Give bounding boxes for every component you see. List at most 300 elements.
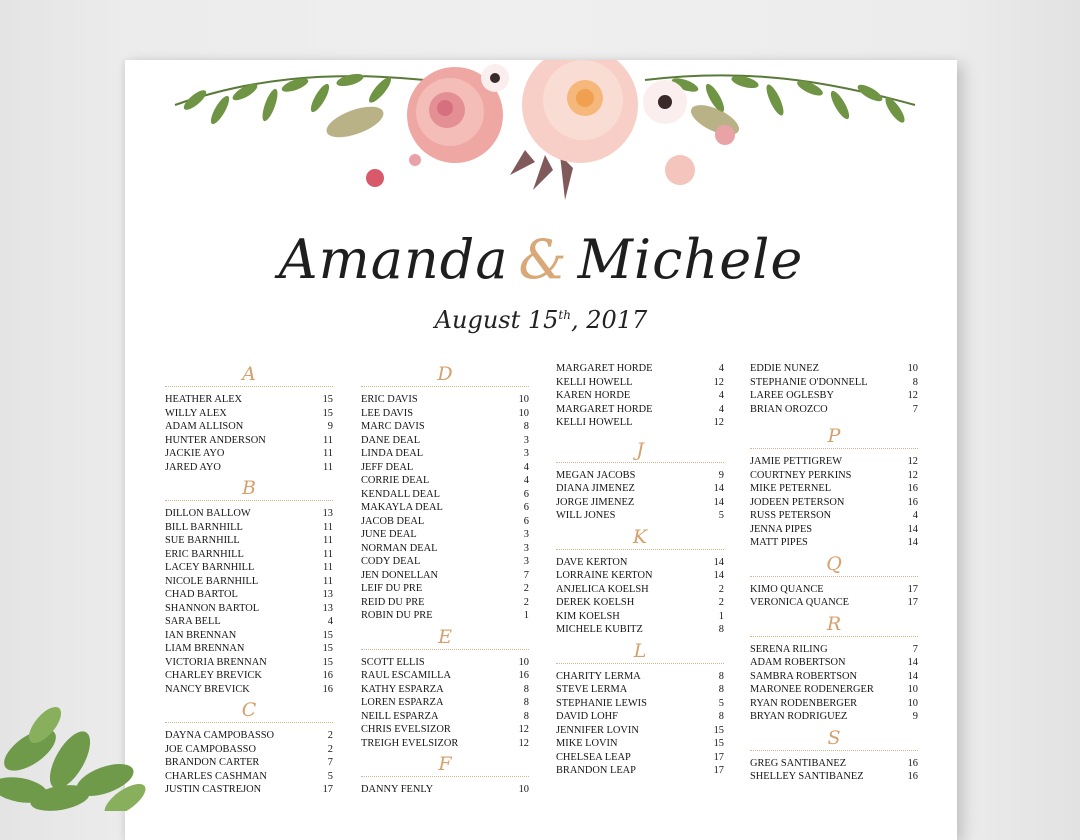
letter-section [750, 362, 918, 416]
section-letter: S [827, 726, 841, 749]
guest-name: ADAM ALLISON [165, 421, 244, 432]
guest-row [165, 420, 333, 434]
guest-row [750, 770, 918, 784]
table-number: 10 [907, 363, 918, 374]
table-number: 9 [912, 711, 918, 722]
guest-name: CORRIE DEAL [361, 475, 430, 486]
table-number: 2 [718, 597, 724, 608]
guest-row [750, 482, 918, 496]
guest-name: BRIAN OROZCO [750, 403, 828, 415]
guest-name: WILLY ALEX [165, 407, 227, 419]
guest-row [165, 561, 333, 575]
dotted-divider [361, 649, 529, 650]
table-number: 14 [713, 483, 724, 494]
dotted-divider [750, 576, 918, 577]
table-number: 5 [718, 697, 724, 709]
guest-row [165, 548, 333, 562]
guest-row [361, 528, 529, 542]
guest-row [556, 764, 724, 778]
guest-row [750, 509, 918, 523]
letter-section [750, 726, 918, 784]
section-letter: B [242, 477, 256, 499]
table-number: 3 [523, 542, 529, 554]
guest-name: SHANNON BARTOL [165, 602, 260, 614]
guest-name: ANJELICA KOELSH [556, 583, 649, 595]
guest-name: CHARITY LERMA [556, 670, 641, 682]
guest-row [750, 670, 918, 684]
dotted-divider [361, 776, 529, 777]
guest-name: TREIGH EVELSIZOR [361, 737, 459, 749]
guest-name: DANE DEAL [361, 434, 421, 446]
section-letter: Q [826, 552, 842, 575]
guest-name: IAN BRENNAN [165, 629, 237, 641]
guest-name: LAREE OGLESBY [750, 390, 834, 401]
guest-column-3 [556, 362, 724, 780]
table-number: 9 [718, 469, 724, 481]
wedding-date [125, 306, 957, 334]
section-letter: C [241, 699, 257, 721]
guest-row [165, 756, 333, 770]
guest-name: JORGE JIMENEZ [556, 496, 635, 508]
dotted-divider [165, 386, 333, 387]
guest-name: ROBIN DU PRE [361, 610, 433, 621]
table-number: 7 [912, 643, 918, 655]
date-suffix: th [558, 308, 571, 322]
guest-column-1 [165, 362, 333, 799]
table-number: 7 [523, 569, 529, 581]
guest-name: NICOLE BARNHILL [165, 575, 259, 587]
table-number: 6 [523, 502, 529, 513]
section-letter: L [633, 639, 647, 662]
guest-name: GREG SANTIBANEZ [750, 757, 847, 769]
guest-name: JACOB DEAL [361, 515, 425, 527]
guest-row [750, 362, 918, 376]
guest-name: LINDA DEAL [361, 448, 424, 459]
guest-row [165, 615, 333, 629]
table-number: 10 [907, 697, 918, 709]
guest-row [361, 555, 529, 569]
guest-row [556, 509, 724, 523]
guest-name: EDDIE NUNEZ [750, 363, 819, 374]
guest-name: STEPHANIE LEWIS [556, 697, 647, 709]
guest-row [750, 523, 918, 537]
table-number: 16 [518, 670, 529, 681]
guest-name: MIKE LOVIN [556, 738, 618, 749]
guest-row [556, 469, 724, 483]
guest-row [556, 623, 724, 637]
guest-name: MARGARET HORDE [556, 403, 653, 415]
guest-row [165, 783, 333, 797]
guest-row [556, 496, 724, 510]
guest-row [361, 474, 529, 488]
name-left: Amanda [278, 228, 509, 291]
letter-section [556, 362, 724, 430]
table-number: 12 [713, 376, 724, 388]
guest-row [556, 724, 724, 738]
guest-name: DILLON BALLOW [165, 508, 251, 519]
guest-name: JEFF DEAL [361, 461, 414, 473]
table-number: 17 [907, 583, 918, 595]
guest-name: SCOTT ELLIS [361, 656, 425, 668]
guest-name: BRANDON CARTER [165, 757, 260, 768]
guest-name: DEREK KOELSH [556, 597, 635, 608]
guest-name: LEIF DU PRE [361, 583, 423, 594]
guest-name: JAMIE PETTIGREW [750, 456, 843, 467]
guest-row [556, 376, 724, 390]
guest-row [165, 602, 333, 616]
guest-name: DAVID LOHF [556, 711, 618, 722]
guest-row [750, 496, 918, 510]
table-number: 11 [322, 448, 333, 459]
guest-name: MATT PIPES [750, 537, 808, 548]
guest-row [556, 416, 724, 430]
table-number: 12 [713, 417, 724, 428]
guest-row [361, 569, 529, 583]
guest-row [361, 420, 529, 434]
table-number: 10 [907, 684, 918, 695]
guest-row [361, 710, 529, 724]
guest-row [361, 501, 529, 515]
guest-name: MARGARET HORDE [556, 363, 653, 374]
guest-name: DANNY FENLY [361, 784, 434, 795]
table-number: 1 [718, 610, 724, 622]
guest-name: JODEEN PETERSON [750, 496, 845, 508]
table-number: 8 [718, 624, 724, 635]
guest-row [361, 582, 529, 596]
guest-name: CHARLEY BREVICK [165, 670, 262, 681]
guest-row [361, 609, 529, 623]
guest-row [750, 389, 918, 403]
guest-row [750, 536, 918, 550]
guest-row [750, 376, 918, 390]
table-number: 8 [718, 670, 724, 682]
section-letter: R [826, 612, 842, 635]
table-number: 11 [322, 575, 333, 587]
guest-row [750, 403, 918, 417]
table-number: 5 [718, 510, 724, 521]
guest-row [361, 542, 529, 556]
table-number: 14 [907, 670, 918, 682]
guest-row [361, 737, 529, 751]
table-number: 14 [907, 657, 918, 668]
table-number: 4 [523, 475, 529, 486]
table-number: 4 [718, 403, 724, 415]
guest-name: JEN DONELLAN [361, 569, 439, 581]
guest-name: STEPHANIE O'DONNELL [750, 376, 868, 388]
section-letter: A [242, 363, 256, 385]
guest-name: MEGAN JACOBS [556, 469, 636, 481]
table-number: 4 [718, 363, 724, 374]
guest-name: LOREN ESPARZA [361, 697, 444, 708]
guest-name: RYAN RODENBERGER [750, 697, 858, 709]
guest-name: SERENA RILING [750, 643, 828, 655]
guest-row [556, 670, 724, 684]
guest-row [556, 610, 724, 624]
guest-row [361, 488, 529, 502]
table-number: 7 [327, 757, 333, 768]
dotted-divider [556, 462, 724, 463]
guest-row [556, 710, 724, 724]
guest-name: JUSTIN CASTREJON [165, 784, 262, 795]
guest-row [165, 534, 333, 548]
table-number: 16 [322, 670, 333, 681]
table-number: 15 [322, 656, 333, 668]
guest-name: ADAM ROBERTSON [750, 657, 846, 668]
guest-name: COURTNEY PERKINS [750, 469, 852, 481]
guest-name: SAMBRA ROBERTSON [750, 670, 858, 682]
guest-name: LORRAINE KERTON [556, 570, 653, 581]
guest-name: CHARLES CASHMAN [165, 770, 267, 782]
guest-row [361, 656, 529, 670]
guest-row [556, 683, 724, 697]
table-number: 12 [518, 724, 529, 735]
guest-row [750, 710, 918, 724]
guest-name: KIMO QUANCE [750, 583, 824, 595]
floral-bouquet-illustration [125, 60, 957, 220]
letter-section [361, 625, 529, 751]
guest-row [165, 729, 333, 743]
table-number: 3 [523, 448, 529, 459]
guest-name: JACKIE AYO [165, 448, 225, 459]
table-number: 14 [713, 496, 724, 508]
guest-row [361, 723, 529, 737]
table-number: 13 [322, 602, 333, 614]
section-letter: J [636, 438, 644, 461]
guest-name: MICHELE KUBITZ [556, 624, 643, 635]
guest-name: NEILL ESPARZA [361, 710, 439, 722]
date-main: August 15 [434, 306, 559, 334]
guest-row [361, 696, 529, 710]
table-number: 1 [523, 610, 529, 621]
guest-name: JENNA PIPES [750, 523, 813, 535]
guest-name: LEE DAVIS [361, 407, 414, 419]
table-number: 5 [327, 770, 333, 782]
guest-name: BILL BARNHILL [165, 521, 243, 533]
table-number: 2 [327, 743, 333, 755]
guest-name: KELLI HOWELL [556, 417, 633, 428]
table-number: 16 [907, 496, 918, 508]
guest-name: BRYAN RODRIGUEZ [750, 711, 848, 722]
guest-row [361, 515, 529, 529]
table-number: 12 [907, 456, 918, 467]
letter-section [165, 476, 333, 696]
guest-row [556, 583, 724, 597]
guest-name: CHAD BARTOL [165, 589, 238, 600]
guest-row [750, 643, 918, 657]
dotted-divider [361, 386, 529, 387]
table-number: 15 [713, 724, 724, 736]
table-number: 17 [907, 597, 918, 608]
section-letter: D [437, 363, 453, 385]
guest-name: VERONICA QUANCE [750, 597, 849, 608]
guest-row [165, 656, 333, 670]
table-number: 16 [907, 771, 918, 782]
table-number: 15 [322, 643, 333, 654]
table-number: 12 [907, 390, 918, 401]
guest-row [165, 683, 333, 697]
guest-name: DAYNA CAMPOBASSO [165, 730, 275, 741]
guest-row [165, 743, 333, 757]
guest-name: STEVE LERMA [556, 684, 628, 695]
table-number: 3 [523, 434, 529, 446]
table-number: 10 [518, 407, 529, 419]
guest-row [556, 596, 724, 610]
table-number: 6 [523, 488, 529, 500]
table-number: 14 [907, 523, 918, 535]
guest-row [165, 434, 333, 448]
letter-section [556, 438, 724, 523]
guest-column-4 [750, 362, 918, 786]
guest-name: JARED AYO [165, 461, 221, 473]
guest-row [165, 629, 333, 643]
letter-section [750, 552, 918, 610]
table-number: 8 [718, 684, 724, 695]
table-number: 17 [713, 751, 724, 763]
table-number: 11 [322, 434, 333, 446]
table-number: 3 [523, 529, 529, 540]
table-number: 8 [523, 697, 529, 708]
date-year: , 2017 [570, 306, 648, 334]
table-number: 6 [523, 515, 529, 527]
guest-name: JENNIFER LOVIN [556, 724, 639, 736]
guest-name: LIAM BRENNAN [165, 643, 245, 654]
table-number: 14 [907, 537, 918, 548]
name-right: Michele [577, 228, 804, 291]
table-number: 4 [327, 616, 333, 627]
guest-name: NORMAN DEAL [361, 542, 438, 554]
guest-row [750, 683, 918, 697]
table-number: 9 [327, 421, 333, 432]
letter-section [165, 362, 333, 474]
table-number: 14 [713, 570, 724, 581]
guest-row [556, 556, 724, 570]
table-number: 12 [907, 469, 918, 481]
dotted-divider [750, 636, 918, 637]
table-number: 2 [327, 730, 333, 741]
table-number: 15 [322, 629, 333, 641]
letter-section [750, 612, 918, 724]
dotted-divider [165, 500, 333, 501]
table-number: 8 [523, 710, 529, 722]
table-number: 2 [523, 596, 529, 608]
guest-name: SHELLEY SANTIBANEZ [750, 771, 864, 782]
guest-row [750, 583, 918, 597]
table-number: 16 [907, 757, 918, 769]
guest-name: MARONEE RODENERGER [750, 684, 874, 695]
guest-row [750, 757, 918, 771]
table-number: 16 [322, 683, 333, 695]
guest-name: RUSS PETERSON [750, 510, 832, 521]
guest-row [556, 389, 724, 403]
guest-row [165, 393, 333, 407]
table-number: 8 [718, 711, 724, 722]
guest-row [361, 434, 529, 448]
letter-section [361, 752, 529, 797]
table-number: 12 [518, 737, 529, 749]
guest-name: MIKE PETERNEL [750, 483, 832, 494]
guest-name: KIM KOELSH [556, 610, 620, 622]
table-number: 3 [523, 556, 529, 567]
table-number: 11 [322, 535, 333, 546]
guest-row [165, 521, 333, 535]
dotted-divider [750, 750, 918, 751]
table-number: 17 [322, 784, 333, 795]
guest-name: HUNTER ANDERSON [165, 434, 266, 446]
guest-row [165, 588, 333, 602]
letter-section [556, 525, 724, 637]
guest-name: BRANDON LEAP [556, 765, 636, 776]
table-number: 11 [322, 461, 333, 473]
guest-row [556, 751, 724, 765]
guest-row [361, 407, 529, 421]
guest-row [750, 596, 918, 610]
guest-row [361, 461, 529, 475]
dotted-divider [556, 549, 724, 550]
guest-name: KAREN HORDE [556, 390, 631, 401]
table-number: 14 [713, 556, 724, 568]
guest-name: VICTORIA BRENNAN [165, 656, 267, 668]
guest-name: MARC DAVIS [361, 421, 425, 432]
guest-name: LACEY BARNHILL [165, 562, 255, 573]
section-letter: E [438, 625, 452, 648]
table-number: 15 [713, 738, 724, 749]
table-number: 17 [713, 765, 724, 776]
guest-row [165, 642, 333, 656]
guest-name: REID DU PRE [361, 596, 425, 608]
guest-name: SARA BELL [165, 616, 221, 627]
guest-row [165, 770, 333, 784]
guest-row [556, 697, 724, 711]
potted-plant-leaves [0, 690, 160, 811]
table-number: 13 [322, 508, 333, 519]
table-number: 8 [523, 421, 529, 432]
guest-name: NANCY BREVICK [165, 683, 250, 695]
letter-section [750, 424, 918, 550]
dotted-divider [556, 663, 724, 664]
guest-name: JUNE DEAL [361, 529, 417, 540]
dotted-divider [165, 722, 333, 723]
guest-row [361, 669, 529, 683]
guest-name: ERIC DAVIS [361, 394, 418, 405]
guest-name: DIANA JIMENEZ [556, 483, 635, 494]
guest-name: HEATHER ALEX [165, 394, 243, 405]
guest-name: KATHY ESPARZA [361, 683, 444, 695]
guest-name: WILL JONES [556, 510, 616, 521]
guest-name: KELLI HOWELL [556, 376, 633, 388]
guest-name: RAUL ESCAMILLA [361, 670, 451, 681]
guest-name: KENDALL DEAL [361, 488, 440, 500]
table-number: 7 [912, 403, 918, 415]
couple-names-heading [125, 228, 957, 291]
table-number: 8 [523, 683, 529, 695]
guest-name: MAKAYLA DEAL [361, 502, 443, 513]
guest-name: DAVE KERTON [556, 556, 628, 568]
section-letter: K [632, 525, 648, 548]
guest-row [556, 362, 724, 376]
guest-row [556, 737, 724, 751]
guest-row [165, 507, 333, 521]
guest-name: CHRIS EVELSIZOR [361, 724, 451, 735]
guest-row [165, 575, 333, 589]
table-number: 4 [912, 510, 918, 521]
table-number: 13 [322, 589, 333, 600]
guest-row [750, 455, 918, 469]
guest-name: SUE BARNHILL [165, 535, 240, 546]
letter-section [361, 362, 529, 623]
guest-row [556, 482, 724, 496]
guest-row [556, 569, 724, 583]
dotted-divider [750, 448, 918, 449]
